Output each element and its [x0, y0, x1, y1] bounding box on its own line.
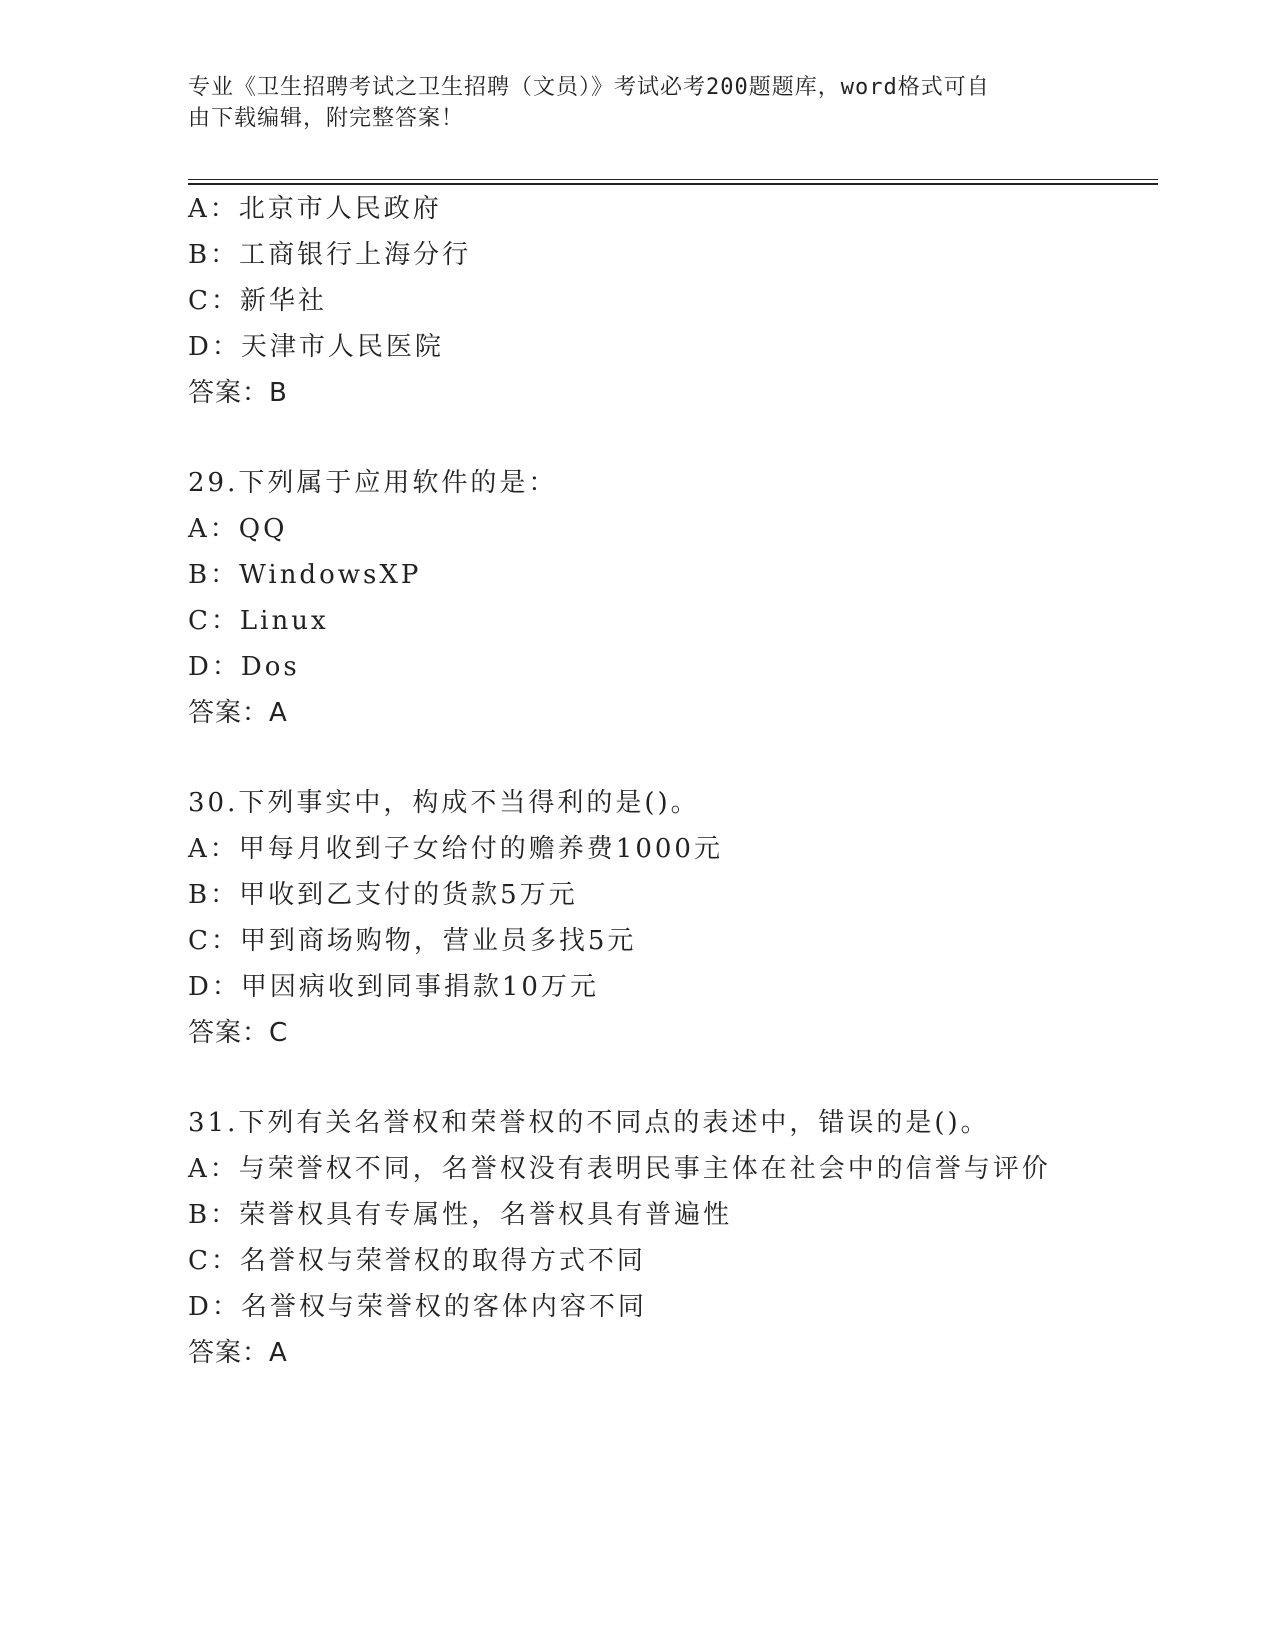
answer-line: 答案：A — [188, 698, 288, 728]
spacer — [188, 736, 1168, 780]
document-header — [188, 72, 1088, 134]
question-block — [188, 186, 1168, 416]
question-list — [188, 186, 1168, 1376]
option-d: D：名誉权与荣誉权的客体内容不同 — [188, 1292, 647, 1322]
question-text: 30.下列事实中，构成不当得利的是()。 — [188, 788, 700, 818]
option-d: D：甲因病收到同事捐款10万元 — [188, 972, 599, 1002]
option-d: D：天津市人民医院 — [188, 332, 444, 362]
option-b: B：荣誉权具有专属性，名誉权具有普遍性 — [188, 1200, 733, 1230]
option-c: C：名誉权与荣誉权的取得方式不同 — [188, 1246, 646, 1276]
option-c: C：新华社 — [188, 286, 327, 316]
question-text: 31.下列有关名誉权和荣誉权的不同点的表述中，错误的是()。 — [188, 1108, 990, 1138]
option-c: C：甲到商场购物，营业员多找5元 — [188, 926, 637, 956]
option-b: B：WindowsXP — [188, 560, 422, 590]
question-block — [188, 780, 1168, 1056]
spacer — [188, 416, 1168, 460]
answer-line: 答案：B — [188, 378, 288, 408]
spacer — [188, 1056, 1168, 1100]
question-block — [188, 1100, 1168, 1376]
option-b: B：工商银行上海分行 — [188, 240, 472, 270]
option-d: D：Dos — [188, 652, 300, 682]
option-a: A：北京市人民政府 — [188, 194, 442, 224]
header-divider-thick — [188, 183, 1158, 185]
header-line-1: 专业《卫生招聘考试之卫生招聘（文员）》考试必考200题题库，word格式可自 — [188, 75, 990, 100]
option-a: A：与荣誉权不同，名誉权没有表明民事主体在社会中的信誉与评价 — [188, 1154, 1051, 1184]
option-a: A：甲每月收到子女给付的赡养费1000元 — [188, 834, 723, 864]
question-text: 29.下列属于应用软件的是： — [188, 468, 558, 498]
option-b: B：甲收到乙支付的货款5万元 — [188, 880, 578, 910]
answer-line: 答案：A — [188, 1338, 288, 1368]
header-line-2: 由下载编辑，附完整答案！ — [188, 106, 465, 131]
question-block — [188, 460, 1168, 736]
option-a: A：QQ — [188, 514, 288, 544]
header-divider-thin — [188, 179, 1158, 180]
answer-line: 答案：C — [188, 1018, 289, 1048]
option-c: C：Linux — [188, 606, 329, 636]
